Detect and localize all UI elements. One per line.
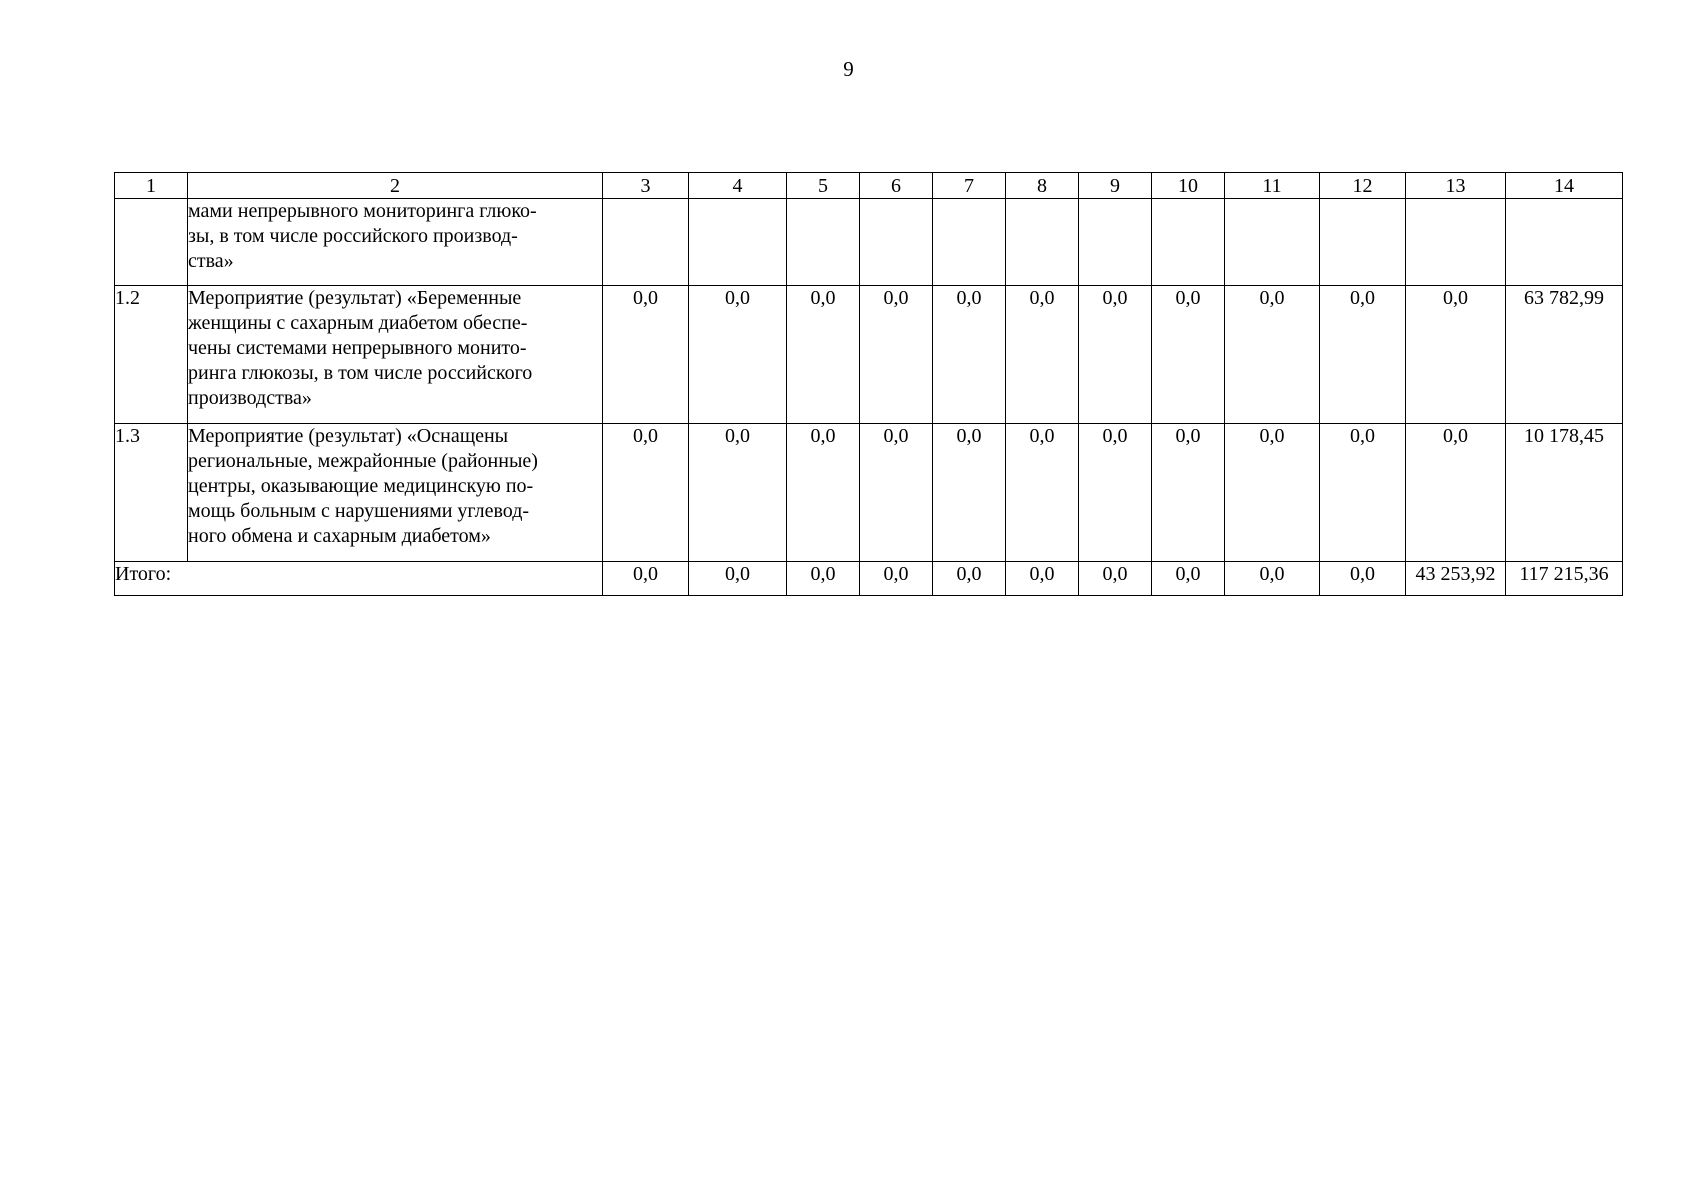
total-value-cell: 0,0	[603, 562, 689, 596]
item-name-line: региональные, межрайонные (районные)	[188, 450, 538, 472]
item-name-line: чены системами непрерывного монито-	[188, 337, 527, 359]
value-cell: 0,0	[787, 286, 860, 424]
total-value-cell: 0,0	[1006, 562, 1079, 596]
total-row	[115, 562, 1623, 596]
value-cell: 0,0	[1079, 286, 1152, 424]
value-cell: 0,0	[1406, 286, 1506, 424]
value-cell	[689, 199, 787, 286]
column-number: 5	[787, 173, 860, 199]
value-cell	[860, 199, 933, 286]
item-index-cell: 1.2	[115, 286, 188, 424]
item-name-line: зы, в том числе российского производ-	[188, 225, 518, 247]
total-value-cell: 0,0	[787, 562, 860, 596]
item-name-cell	[188, 199, 603, 286]
value-cell: 0,0	[603, 286, 689, 424]
item-name-line: ринга глюкозы, в том числе российского	[188, 362, 533, 384]
table-row	[115, 286, 1623, 424]
value-cell: 0,0	[1006, 286, 1079, 424]
column-number: 9	[1079, 173, 1152, 199]
value-cell	[1152, 199, 1225, 286]
value-cell: 0,0	[860, 286, 933, 424]
value-cell	[1320, 199, 1406, 286]
column-number: 1	[115, 173, 188, 199]
value-cell	[1506, 199, 1623, 286]
item-name-line: ного обмена и сахарным диабетом»	[188, 525, 491, 547]
value-cell: 0,0	[1406, 424, 1506, 562]
item-name-line: женщины с сахарным диабетом обеспе-	[188, 312, 528, 334]
value-cell: 0,0	[1152, 286, 1225, 424]
item-name-line: Мероприятие (результат) «Оснащены	[188, 425, 509, 447]
column-number: 3	[603, 173, 689, 199]
item-name-line: производства»	[188, 387, 312, 409]
value-cell: 0,0	[787, 424, 860, 562]
value-cell: 0,0	[860, 424, 933, 562]
value-cell	[1006, 199, 1079, 286]
total-value-cell: 0,0	[1152, 562, 1225, 596]
value-cell	[933, 199, 1006, 286]
column-number: 14	[1506, 173, 1623, 199]
budget-table	[114, 172, 1623, 596]
value-cell: 63 782,99	[1506, 286, 1623, 424]
value-cell: 0,0	[1225, 286, 1320, 424]
column-number: 10	[1152, 173, 1225, 199]
value-cell: 0,0	[1006, 424, 1079, 562]
value-cell	[1225, 199, 1320, 286]
continuation-row	[115, 199, 1623, 286]
item-index-cell: 1.3	[115, 424, 188, 562]
item-name-line: ства»	[188, 250, 234, 272]
column-number: 6	[860, 173, 933, 199]
total-value-cell: 43 253,92	[1406, 562, 1506, 596]
value-cell	[787, 199, 860, 286]
total-value-cell: 0,0	[689, 562, 787, 596]
column-number: 2	[188, 173, 603, 199]
item-name-line: мощь больным с нарушениями углевод-	[188, 500, 530, 522]
column-number: 7	[933, 173, 1006, 199]
column-number: 8	[1006, 173, 1079, 199]
item-index-cell	[115, 199, 188, 286]
total-value-cell: 117 215,36	[1506, 562, 1623, 596]
column-number: 13	[1406, 173, 1506, 199]
value-cell: 0,0	[933, 286, 1006, 424]
column-number: 12	[1320, 173, 1406, 199]
item-name-line: Мероприятие (результат) «Беременные	[188, 287, 522, 309]
total-value-cell: 0,0	[1225, 562, 1320, 596]
table-row	[115, 424, 1623, 562]
value-cell: 0,0	[1152, 424, 1225, 562]
column-number: 4	[689, 173, 787, 199]
value-cell: 0,0	[603, 424, 689, 562]
value-cell: 0,0	[689, 286, 787, 424]
total-value-cell: 0,0	[1320, 562, 1406, 596]
page-number: 9	[843, 57, 854, 81]
total-value-cell: 0,0	[1079, 562, 1152, 596]
value-cell: 0,0	[933, 424, 1006, 562]
value-cell: 0,0	[1320, 286, 1406, 424]
item-name-cell	[188, 424, 603, 562]
header-row	[115, 173, 1623, 199]
value-cell: 10 178,45	[1506, 424, 1623, 562]
total-value-cell: 0,0	[860, 562, 933, 596]
item-name-line: мами непрерывного мониторинга глюко-	[188, 200, 537, 222]
value-cell	[603, 199, 689, 286]
value-cell	[1079, 199, 1152, 286]
item-name-line: центры, оказывающие медицинскую по-	[188, 475, 534, 497]
total-value-cell: 0,0	[933, 562, 1006, 596]
value-cell: 0,0	[1225, 424, 1320, 562]
value-cell: 0,0	[689, 424, 787, 562]
value-cell: 0,0	[1079, 424, 1152, 562]
value-cell: 0,0	[1320, 424, 1406, 562]
column-number: 11	[1225, 173, 1320, 199]
total-label: Итого:	[115, 562, 603, 596]
value-cell	[1406, 199, 1506, 286]
item-name-cell	[188, 286, 603, 424]
